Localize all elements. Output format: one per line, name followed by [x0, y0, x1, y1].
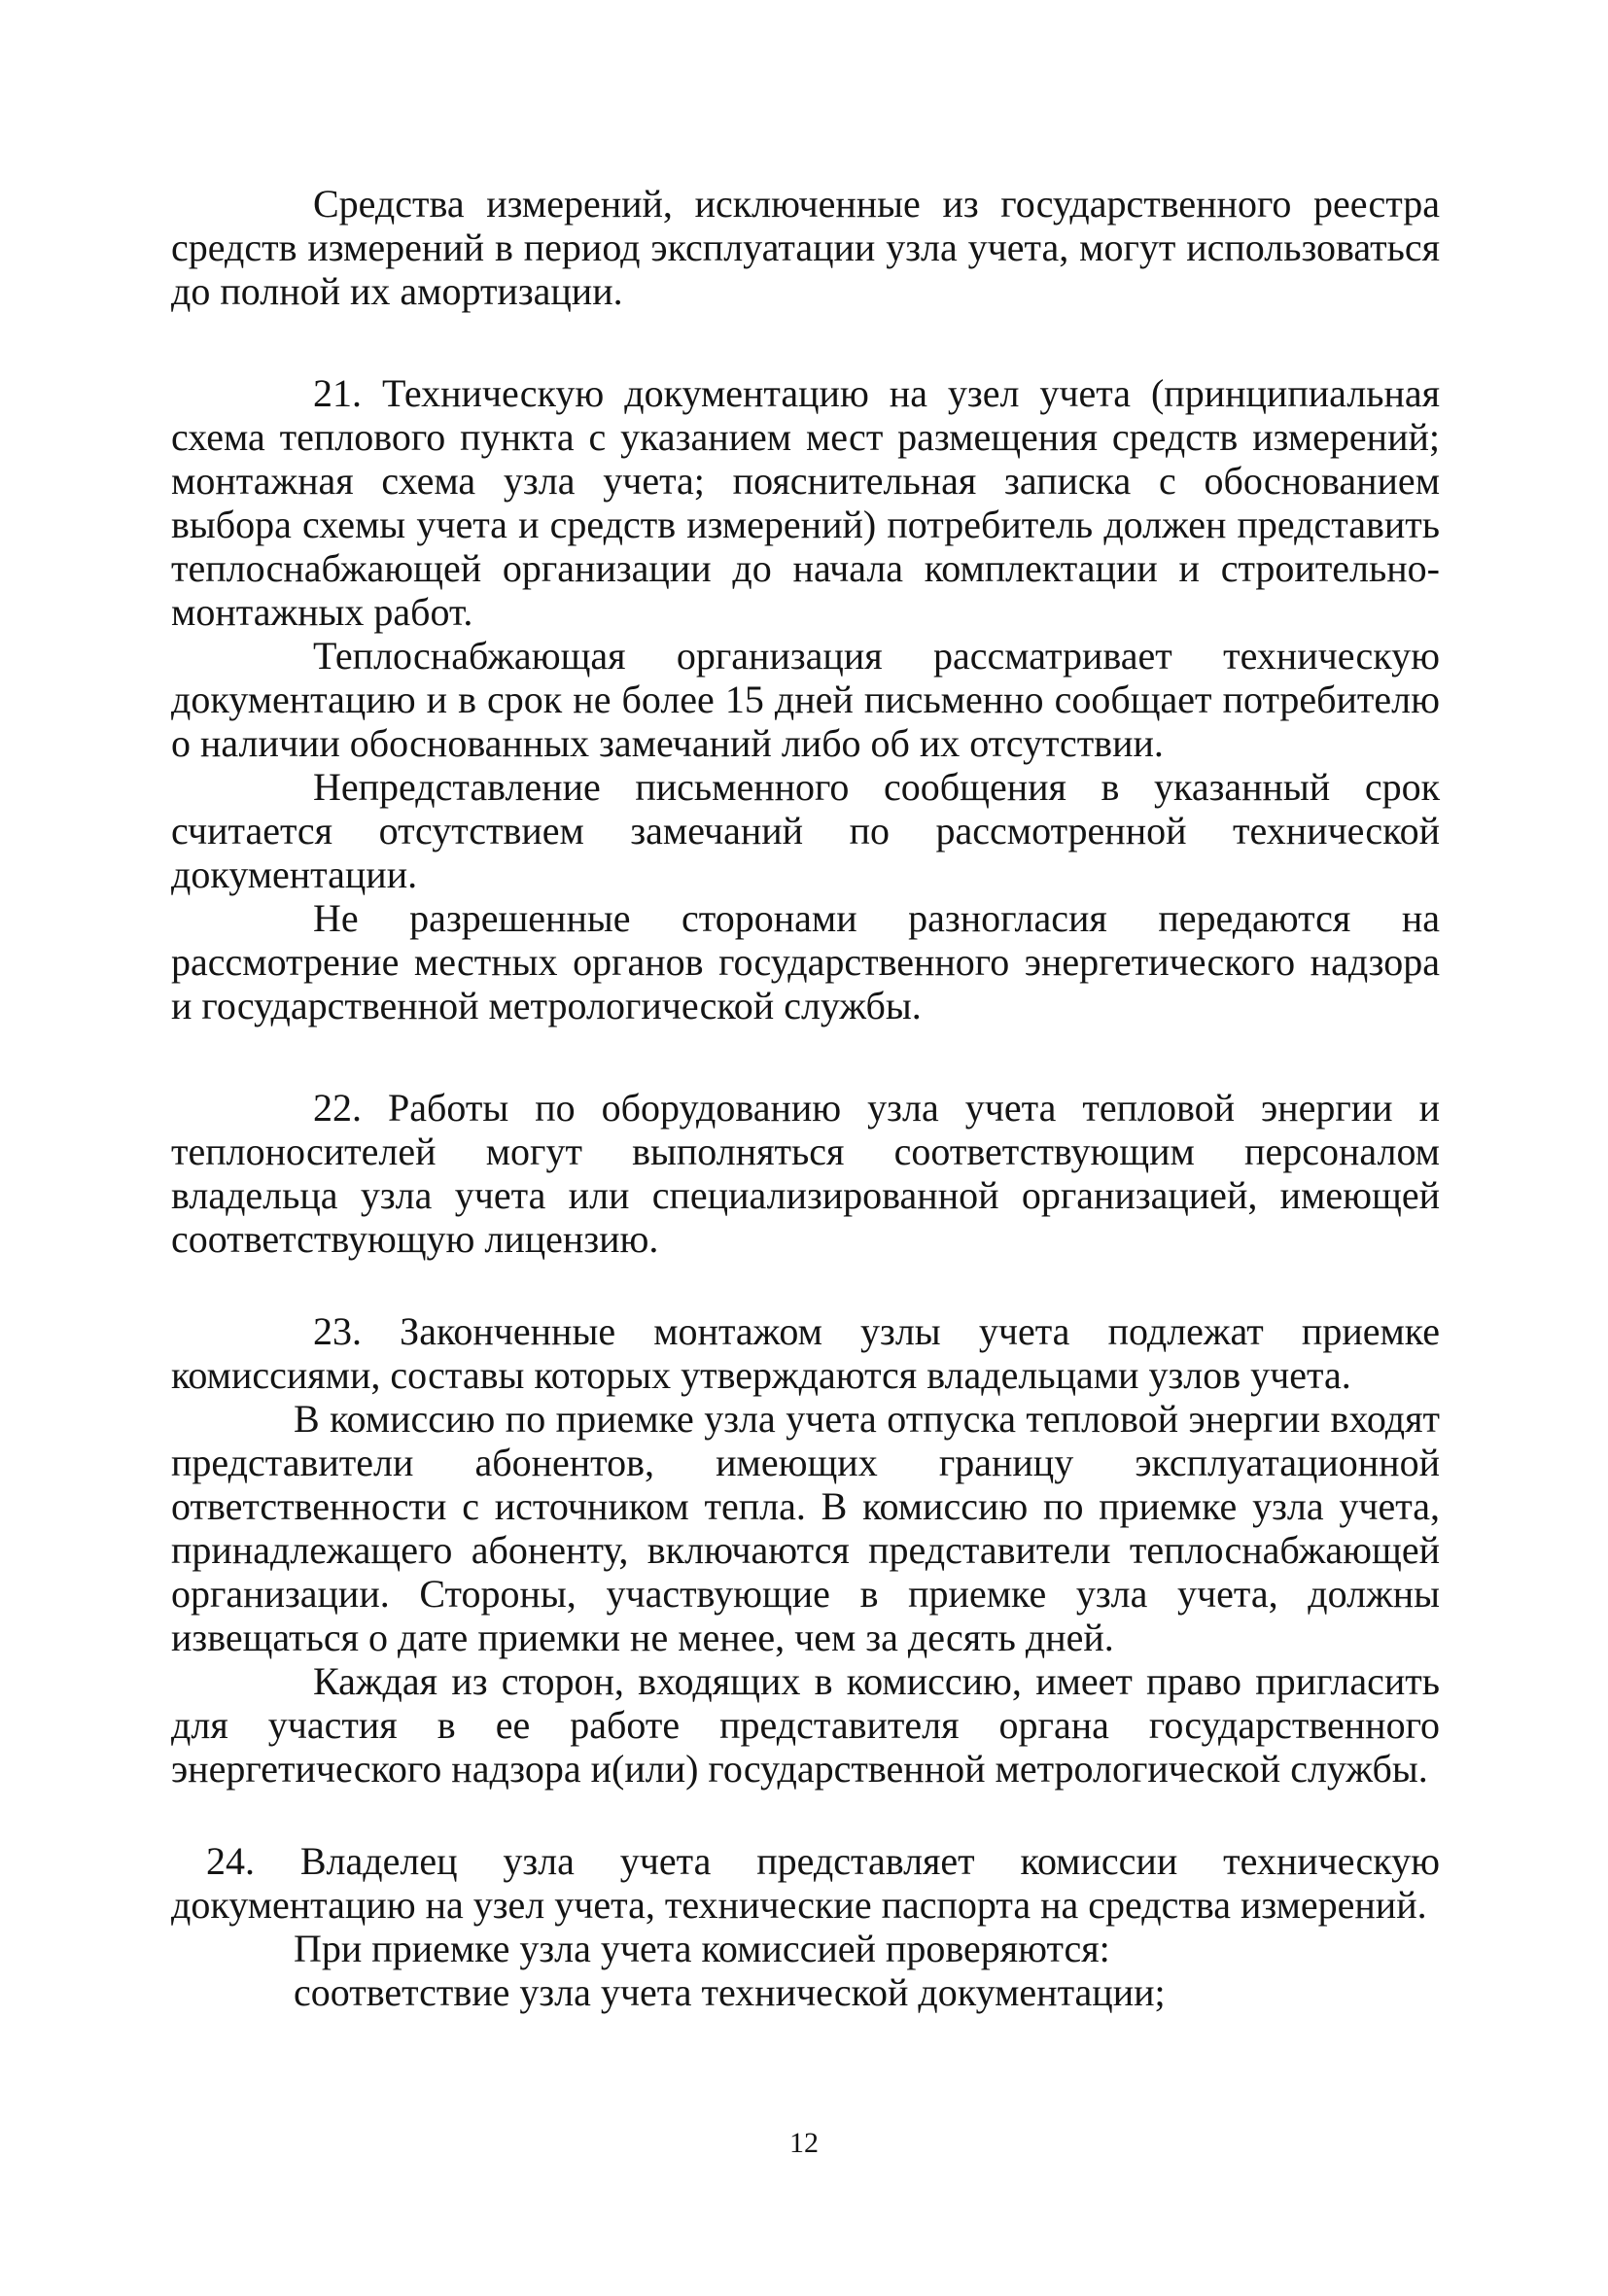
paragraph-24-checks-intro: При приемке узла учета комиссией проверяются:: [294, 1927, 1110, 1970]
paragraph-21-disputes: Не разрешенные сторонами разногласия передаются на рассмотрение местных органов государственного энергетического надзора и государственной метрологической службы.: [171, 896, 1440, 1027]
paragraph-si-excluded: Средства измерений, исключенные из государственного реестра средств измерений в период эксплуатации узла учета, могут использоваться до полной их амортизации.: [171, 182, 1440, 313]
paragraph-23-parties: Каждая из сторон, входящих в комиссию, имеет право пригласить для участия в ее работе представителя органа государственного энергетического надзора и(или) государственной метрологической службы.: [171, 1659, 1440, 1791]
paragraph-22: 22. Работы по оборудованию узла учета тепловой энергии и теплоносителей могут выполняться соответствующим персоналом владельца узла учета или специализированной организацией, имеющей соответствующую лицензию.: [171, 1086, 1440, 1261]
paragraph-23-commission: В комиссию по приемке узла учета отпуска тепловой энергии входят представители абонентов, имеющих границу эксплуатационной ответственности с источником тепла. В комиссию по приемке узла учета, принадлежащего абоненту, включаются представители теплоснабжающей организации. Стороны, участвующие в приемке узла учета, должны извещаться о дате приемки не менее, чем за десять дней.: [171, 1397, 1440, 1659]
paragraph-21-review: Теплоснабжающая организация рассматривает техническую документацию и в срок не более 15 дней письменно сообщает потребителю о наличии обоснованных замечаний либо об их отсутствии.: [171, 634, 1440, 765]
document-body: [171, 182, 1440, 2014]
paragraph-21: 21. Техническую документацию на узел учета (принципиальная схема теплового пункта с указанием мест размещения средств измерений; монтажная схема узла учета; пояснительная записка с обоснованием выбора схемы учета и средств измерений) потребитель должен представить теплоснабжающей организации до начала комплектации и строительно-монтажных работ.: [171, 371, 1440, 634]
page-number: 12: [789, 2127, 819, 2159]
paragraph-23: 23. Законченные монтажом узлы учета подлежат приемке комиссиями, составы которых утверждаются владельцами узлов учета.: [171, 1309, 1440, 1397]
paragraph-21-no-message: Непредставление письменного сообщения в указанный срок считается отсутствием замечаний по рассмотренной технической документации.: [171, 765, 1440, 896]
paragraph-24-check-item: соответствие узла учета технической документации;: [294, 1970, 1166, 2014]
paragraph-24: 24. Владелец узла учета представляет комиссии техническую документацию на узел учета, технические паспорта на средства измерений.: [171, 1839, 1440, 1927]
